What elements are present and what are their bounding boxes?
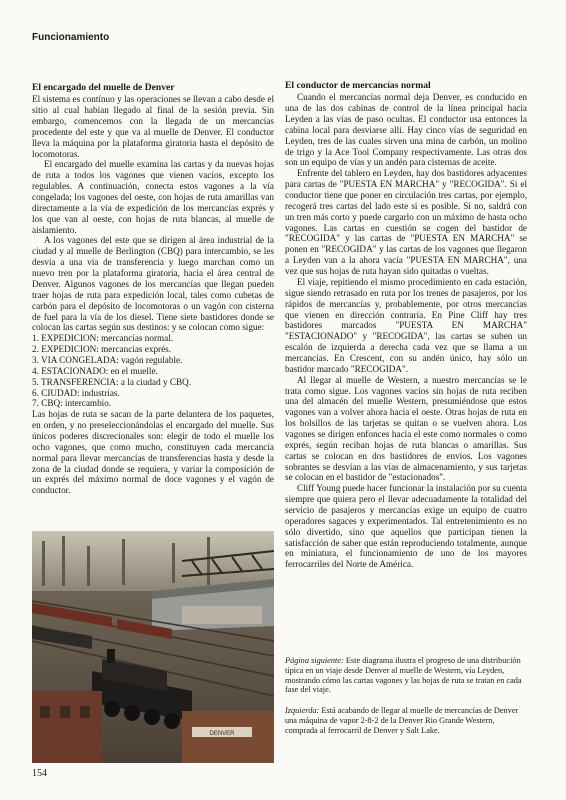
caption-lead: Página siguiente:	[285, 656, 344, 665]
running-header: Funcionamiento	[32, 32, 110, 43]
paragraph: Cliff Young puede hacer funcionar la instalación por su cuenta siempre que quiera pero el llevar adecuadamente la totalidad del servicio de pasajeros y mercancías exige un equipo de cuatro operadores sagaces y experimentados. Tal entretenimiento es no sólo divertido, sino que aquellos que participan tienen la satisfacción de saber que están reproduciendo totalmente, aunque en miniatura, el funcionamiento de uno de los mayores ferrocarriles del Norte de América.	[285, 483, 527, 570]
paragraph: El encargado del muelle examina las cartas y da nuevas hojas de ruta a todos los vagones que vienen vacíos, excepto los regulables. A continuación, conecta estos vagones a la vía congelada; los vagones del oeste, con hojas de ruta amarillas van directamente a la vía de expedición de los mercancías exprés y los que van al oeste, con hojas de ruta blancas, al muelle de aislamiento.	[32, 159, 274, 235]
caption-text: Está acabando de llegar al muelle de mercancías de Denver una máquina de vapor 2-8-2 de la Denver Rio Grande Western, comprada al ferrocarril de Denver y Salt Lake.	[285, 706, 519, 735]
caption-text: Este diagrama ilustra el progreso de una distribución típica en un viaje desde Denver al muelle de Western, vía Leyden, mostrando cómo las cartas vagones y las hojas de ruta se tratan en cada fase del viaje.	[285, 656, 522, 695]
caption-left-photo	[285, 706, 527, 735]
paragraph: El viaje, repitiendo el mismo procedimiento en cada estación, sigue siendo retrasado en ruta por los trenes de pasajeros, por los rápidos de mercancías y, probablemente, por otros mercancías que vienen en dirección contraria. En Pine Cliff hay tres bastidores marcados "PUESTA EN MARCHA" "ESTACIONADO" y "RECOGIDA", las cartas se suben un escalón de izquierda a derecha cada vez que se llama a un mercancías. En Crescent, con su andén único, hay sólo un bastidor marcado "RECOGIDA".	[285, 276, 527, 374]
list-item: 3. VIA CONGELADA: vagón regulable.	[32, 354, 183, 365]
paragraph: El sistema es contínuo y las operaciones se llevan a cabo desde el sitio al cual habían llegado al final de la sesión previa. Sin embargo, comencemos con la llegada de un mercancías procedente del este y que va al muelle de Denver. El conductor lleva la máquina por la plataforma giratoria hasta el depósito de locomotoras.	[32, 94, 274, 159]
section-heading-freight-driver: El conductor de mercancías normal	[285, 80, 431, 91]
building-sign: DENVER	[209, 731, 235, 737]
paragraph: Al llegar al muelle de Western, a nuestro mercancías se le trata como sigue. Los vagones vacíos sin hojas de ruta reciben una del almacén del muelle Western, presumiéndose que estos vagones van a volver ahora hacia el oeste. Otras hojas de ruta en los bolsillos de las tarjetas se quitan o se vuelven ahora. Los vagones se dirigen enfonces hacia el este como normales o como exprés, según reciban hojas de ruta blancas o amarillas. Sus cartas se colocan en dos bastidores de envíos. Los vagones sobrantes se desvían a las vías de almacenamiento, y sus tarjetas se colocan en el bastidor de "estacionados".	[285, 374, 527, 483]
list-item: 1. EXPEDICION: mercancías normal.	[32, 333, 174, 344]
paragraph: Cuando el mercancías normal deja Denver, es conducido en una de las dos cabinas de control de la línea principal hacia Leyden a las vías de paso ocultas. El conductor usa entonces la cabina local para desviarse allí. Hay cinco vías de seguridad en Leyden, tres de las cuales sirven una mina de carbón, un molino de trigo y la Ace Tool Company respectivamente. Las otras dos son un equipo de vías y un andén para cisternas de aceite.	[285, 92, 527, 168]
list-item: 4. ESTACIONADO: en el muelle.	[32, 365, 158, 376]
section-heading-denver-dock: El encargado del muelle de Denver	[32, 82, 175, 93]
left-column	[32, 82, 274, 496]
paragraph: Enfrente del tablero en Leyden, hay dos bastidores adyacentes para cartas de "PUESTA EN MARCHA" y "RECOGIDA". Si el conductor tiene que poner en circulación tres cartas, por ejemplo, recogerá tres cartas del lado este si es posible. Si no, saldrá con un tren más corto y puede cargarlo con un máximo de hasta ocho vagones. Las cartas en cuestión se cogen del bastidor de "RECOGIDA" y las cartas de "PUESTA EN MARCHA" se ponen en "RECOGIDA" y las cartas de los vagones que llegaron a Leyden van a la ahora vacía "PUESTA EN MARCHA", una vez que sus hojas de ruta hayan sido quitadas o vueltas.	[285, 168, 527, 277]
caption-next-page	[285, 656, 527, 695]
paragraph: A los vagones del este que se dirigen al área industrial de la ciudad y al muelle de Berlington (CBQ) para intercambio, se les desvía a una vía de transferencia y luego marchan como un nuevo tren por la plataforma giratoria, hacia el área central de Denver. Algunos vagones de los mercancías que llegan pueden traer hojas de ruta para expedición local, tales como cubetas de carbón para el depósito de locomotoras o un vagón con cisterna de fuel para la vía de los diesel. Tiene siete bastidores donde se colocan las cartas según sus destinos: y se colocan como sigue:	[32, 235, 274, 333]
rack-list	[32, 333, 274, 409]
railway-model-photo	[32, 531, 274, 763]
list-item: 6. CIUDAD: industrias.	[32, 387, 120, 398]
list-item: 5. TRANSFERENCIA: a la ciudad y CBQ.	[32, 376, 192, 387]
caption-lead: Izquierda:	[285, 706, 320, 715]
photo-illustration	[32, 531, 274, 763]
list-item: 2. EXPEDICION: mercancías exprés.	[32, 344, 172, 355]
list-item: 7. CBQ: intercambio.	[32, 398, 112, 409]
right-column	[285, 80, 527, 570]
paragraph: Las hojas de ruta se sacan de la parte delantera de los paquetes, en orden, y no preseleccionándolas el encargado del muelle. Sus únicos poderes discrecionales son: elegir de todo el muelle los ocho vagones, que como mucho, constituyen cada mercancía normal para llevar mercancías de transferencias hasta y desde la zona de la ciudad donde se requiera, y variar la composición de un exprés del máximo normal de doce vagones y el vagón de conductor.	[32, 409, 274, 496]
page-number: 154	[32, 768, 47, 779]
